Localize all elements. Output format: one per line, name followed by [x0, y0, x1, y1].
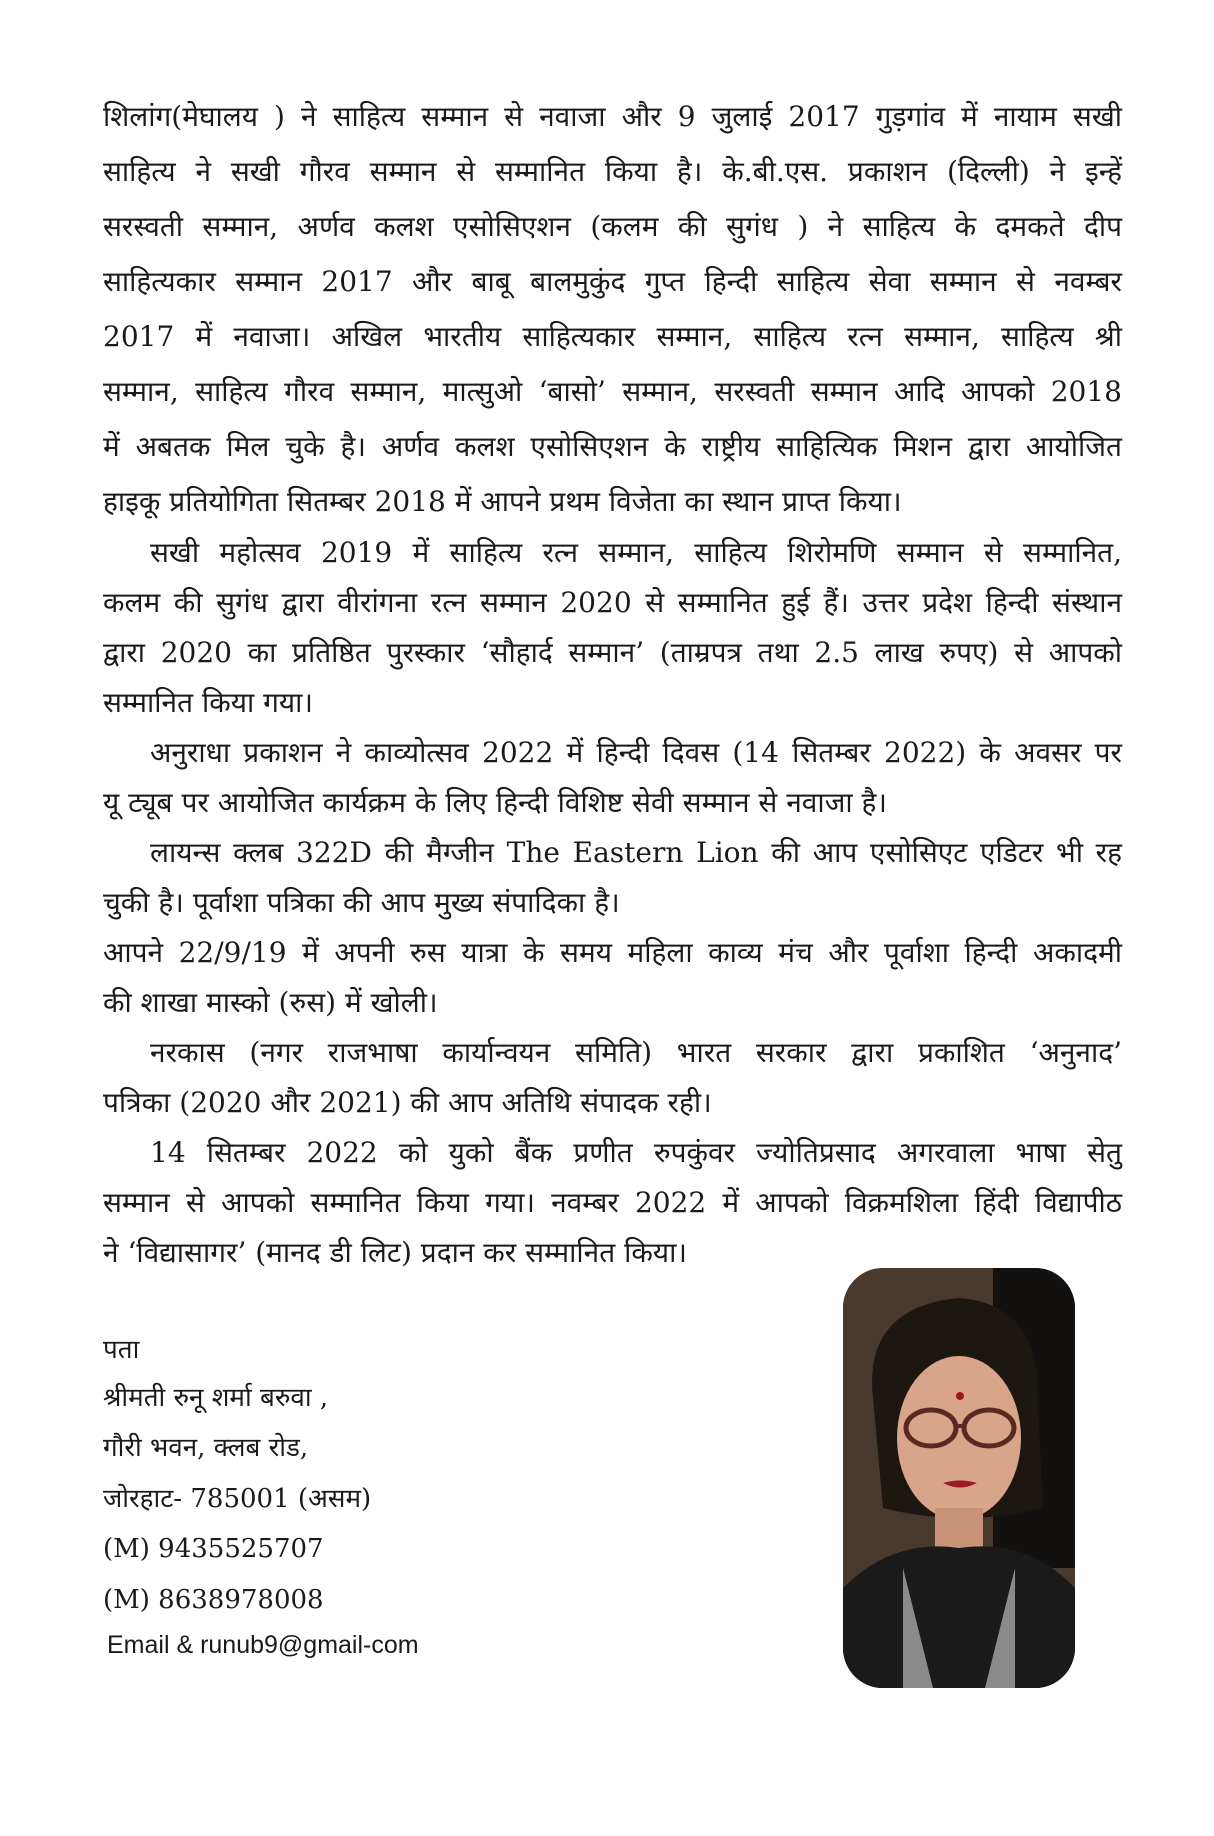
text-line: शिलांग(मेघालय ) ने साहित्य सम्मान से नवाजा और 9 जुलाई 2017 गुड़गांव में नायाम सखी	[103, 100, 1122, 133]
text-line: लायन्स क्लब 322D की मैग्जीन The Eastern Lion की आप एसोसिएट एडिटर भी रह	[150, 836, 1122, 869]
text-line: पत्रिका (2020 और 2021) की आप अतिथि संपादक रही।	[103, 1086, 712, 1119]
text-line: सम्मानित किया गया।	[103, 686, 313, 719]
text-line: यू ट्यूब पर आयोजित कार्यक्रम के लिए हिन्दी विशिष्ट सेवी सम्मान से नवाजा है।	[103, 786, 888, 819]
text-line: आपने 22/9/19 में अपनी रुस यात्रा के समय महिला काव्य मंच और पूर्वाशा हिन्दी अकादमी	[103, 936, 1122, 969]
text-line: सम्मान से आपको सम्मानित किया गया। नवम्बर 2022 में आपको विक्रमशिला हिंदी विद्यापीठ	[103, 1186, 1122, 1219]
text-line: साहित्यकार सम्मान 2017 और बाबू बालमुकुंद गुप्त हिन्दी साहित्य सेवा सम्मान से नवम्बर	[103, 265, 1122, 298]
text-line: ने ‘विद्यासागर’ (मानद डी लिट) प्रदान कर सम्मानित किया।	[103, 1236, 687, 1269]
text-line: 2017 में नवाजा। अखिल भारतीय साहित्यकार सम्मान, साहित्य रत्न सम्मान, साहित्य श्री	[103, 320, 1122, 353]
address-city: जोरहाट- 785001 (असम)	[103, 1484, 372, 1514]
text-line: सखी महोत्सव 2019 में साहित्य रत्न सम्मान, साहित्य शिरोमणि सम्मान से सम्मानित,	[150, 536, 1122, 569]
text-line: चुकी है। पूर्वाशा पत्रिका की आप मुख्य संपादिका है।	[103, 886, 620, 919]
address-line: गौरी भवन, क्लब रोड,	[103, 1433, 309, 1463]
text-line: हाइकू प्रतियोगिता सितम्बर 2018 में आपने प्रथम विजेता का स्थान प्राप्त किया।	[103, 485, 902, 518]
text-line: अनुराधा प्रकाशन ने काव्योत्सव 2022 में हिन्दी दिवस (14 सितम्बर 2022) के अवसर पर	[150, 736, 1122, 769]
text-line: में अबतक मिल चुके है। अर्णव कलश एसोसिएशन के राष्ट्रीय साहित्यिक मिशन द्वारा आयोजित	[103, 430, 1122, 463]
text-line: की शाखा मास्को (रुस) में खोली।	[103, 986, 438, 1019]
phone-number: (M) 9435525707	[103, 1534, 324, 1564]
email-address: Email & runub9@gmail-com	[107, 1631, 419, 1659]
text-line: 14 सितम्बर 2022 को युको बैंक प्रणीत रुपकुंवर ज्योतिप्रसाद अगरवाला भाषा सेतु	[150, 1136, 1122, 1169]
text-line: साहित्य ने सखी गौरव सम्मान से सम्मानित किया है। के.बी.एस. प्रकाशन (दिल्ली) ने इन्हें	[103, 155, 1122, 188]
address-name: श्रीमती रुनू शर्मा बरुवा ,	[103, 1383, 329, 1413]
text-line: नरकास (नगर राजभाषा कार्यान्वयन समिति) भारत सरकार द्वारा प्रकाशित ‘अनुनाद’	[150, 1036, 1122, 1069]
text-line: द्वारा 2020 का प्रतिष्ठित पुरस्कार ‘सौहार्द सम्मान’ (ताम्रपत्र तथा 2.5 लाख रुपए) से आपको	[103, 636, 1122, 669]
phone-number: (M) 8638978008	[103, 1585, 324, 1615]
address-label: पता	[103, 1335, 140, 1365]
text-line: सरस्वती सम्मान, अर्णव कलश एसोसिएशन (कलम की सुगंध ) ने साहित्य के दमकते दीप	[103, 210, 1122, 243]
text-line: कलम की सुगंध द्वारा वीरांगना रत्न सम्मान 2020 से सम्मानित हुई हैं। उत्तर प्रदेश हिन्दी संस्थान	[103, 586, 1122, 619]
portrait-image	[843, 1268, 1075, 1688]
text-line: सम्मान, साहित्य गौरव सम्मान, मात्सुओ ‘बासो’ सम्मान, सरस्वती सम्मान आदि आपको 2018	[103, 375, 1122, 408]
author-photo	[843, 1268, 1075, 1688]
